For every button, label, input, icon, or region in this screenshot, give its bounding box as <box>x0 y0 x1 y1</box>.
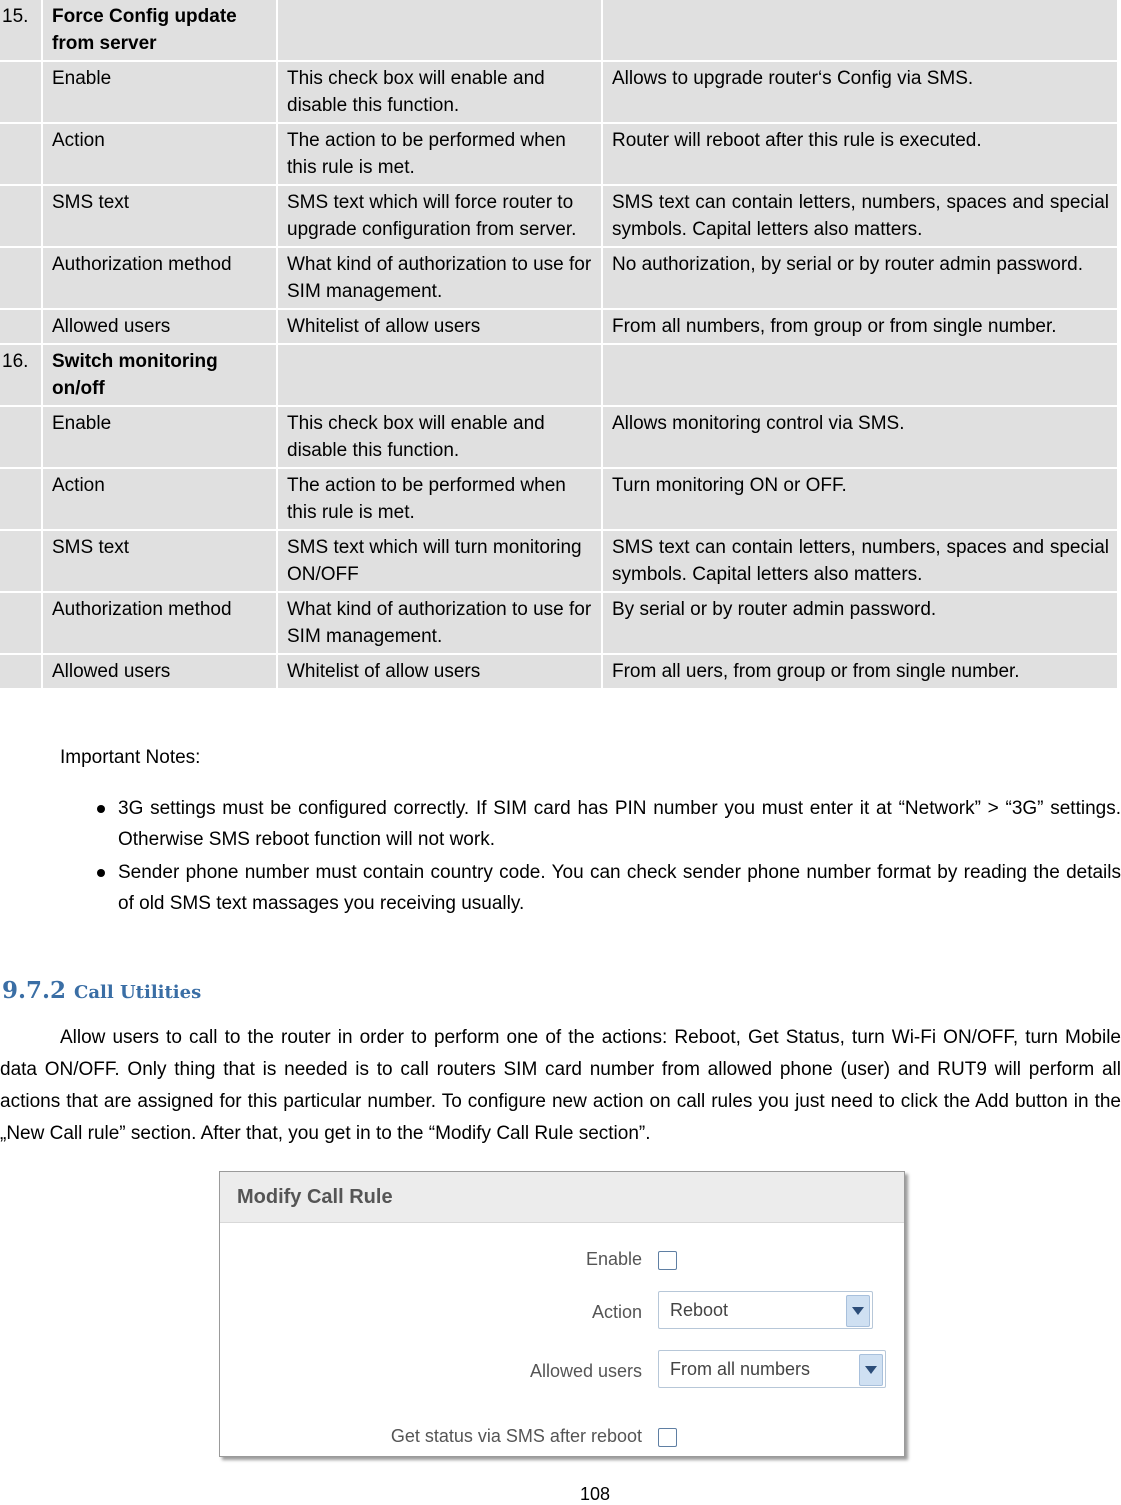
param-note: From all numbers, from group or from single number. <box>603 310 1117 343</box>
param-description: This check box will enable and disable this function. <box>278 407 601 467</box>
param-name: Enable <box>43 407 276 467</box>
enable-checkbox[interactable] <box>658 1251 677 1270</box>
param-description: SMS text which will turn monitoring ON/OFF <box>278 531 601 591</box>
action-label: Action <box>591 1302 642 1322</box>
num <box>0 310 41 343</box>
table-row <box>0 407 1117 467</box>
num <box>0 655 41 688</box>
num <box>0 62 41 122</box>
num <box>0 124 41 184</box>
num <box>0 469 41 529</box>
param-name: Action <box>43 124 276 184</box>
table-row <box>0 186 1117 246</box>
param-note: Turn monitoring ON or OFF. <box>603 469 1117 529</box>
allowed-users-row <box>220 1350 904 1390</box>
table-row <box>0 531 1117 591</box>
bullet-icon <box>97 869 105 877</box>
action-row <box>220 1291 904 1331</box>
param-note: By serial or by router admin password. <box>603 593 1117 653</box>
bullet-icon <box>97 805 105 813</box>
table-row <box>0 62 1117 122</box>
param-note: SMS text can contain letters, numbers, spaces and special symbols. Capital letters also matters. <box>603 186 1117 246</box>
table-section-row <box>0 0 1117 60</box>
param-description <box>278 0 601 60</box>
num <box>0 186 41 246</box>
param-description <box>278 345 601 405</box>
enable-row <box>220 1241 904 1281</box>
section-number: 9.7.2 <box>2 977 67 1004</box>
param-description: Whitelist of allow users <box>278 310 601 343</box>
param-name: Force Config update from server <box>43 0 276 60</box>
param-name: Enable <box>43 62 276 122</box>
get-status-row <box>220 1418 904 1458</box>
num: 15. <box>0 0 41 60</box>
section-title: Call Utilities <box>74 982 202 1003</box>
allowed-users-select[interactable]: From all numbers <box>658 1350 886 1388</box>
param-name: SMS text <box>43 531 276 591</box>
param-note: Router will reboot after this rule is executed. <box>603 124 1117 184</box>
param-name: Action <box>43 469 276 529</box>
param-note <box>603 0 1117 60</box>
param-name: Allowed users <box>43 655 276 688</box>
param-description: This check box will enable and disable this function. <box>278 62 601 122</box>
table-section-row <box>0 345 1117 405</box>
panel-title: Modify Call Rule <box>220 1172 904 1223</box>
chevron-down-icon[interactable] <box>846 1295 870 1327</box>
note-item: Sender phone number must contain country code. You can check sender phone number format by reading the details of old SMS text massages you receiving usually. <box>90 857 1121 919</box>
table-row <box>0 248 1117 308</box>
param-name: Allowed users <box>43 310 276 343</box>
param-name: Authorization method <box>43 248 276 308</box>
num <box>0 531 41 591</box>
table-row <box>0 124 1117 184</box>
modify-call-rule-panel <box>219 1171 905 1457</box>
note-item: 3G settings must be configured correctly. If SIM card has PIN number you must enter it at “Network” > “3G” settings. Otherwise SMS reboot function will not work. <box>90 793 1121 855</box>
param-note: Allows monitoring control via SMS. <box>603 407 1117 467</box>
section-heading <box>2 977 201 1004</box>
notes-title: Important Notes: <box>60 747 201 768</box>
param-note: SMS text can contain letters, numbers, spaces and special symbols. Capital letters also matters. <box>603 531 1117 591</box>
get-status-checkbox[interactable] <box>658 1428 677 1447</box>
param-note: From all uers, from group or from single number. <box>603 655 1117 688</box>
notes-list <box>90 793 1121 921</box>
param-description: What kind of authorization to use for SIM management. <box>278 248 601 308</box>
num <box>0 407 41 467</box>
get-status-label: Get status via SMS after reboot <box>390 1426 642 1446</box>
param-name: SMS text <box>43 186 276 246</box>
table-row <box>0 469 1117 529</box>
num <box>0 248 41 308</box>
section-paragraph: Allow users to call to the router in order to perform one of the actions: Reboot, Get Status, turn Wi-Fi ON/OFF, turn Mobile data ON/OFF. Only thing that is needed is to call routers SIM card number from allowed phone (user) and RUT9 will perform all actions that are assigned for this particular number. To configure new action on call rules you just need to click the Add button in the „New Call rule” section. After that, you get in to the “Modify Call Rule section”. <box>0 1027 1121 1144</box>
num: 16. <box>0 345 41 405</box>
action-select[interactable]: Reboot <box>658 1291 873 1329</box>
param-description: The action to be performed when this rule is met. <box>278 124 601 184</box>
param-description: The action to be performed when this rule is met. <box>278 469 601 529</box>
param-name: Authorization method <box>43 593 276 653</box>
table-row <box>0 310 1117 343</box>
param-note: Allows to upgrade router‘s Config via SMS. <box>603 62 1117 122</box>
num <box>0 593 41 653</box>
param-description: What kind of authorization to use for SIM management. <box>278 593 601 653</box>
table-row <box>0 655 1117 688</box>
page-number: 108 <box>579 1484 611 1504</box>
param-note: No authorization, by serial or by router admin password. <box>603 248 1117 308</box>
param-note <box>603 345 1117 405</box>
param-name: Switch monitoring on/off <box>43 345 276 405</box>
param-description: SMS text which will force router to upgrade configuration from server. <box>278 186 601 246</box>
allowed-users-label: Allowed users <box>529 1361 642 1381</box>
enable-label: Enable <box>585 1249 642 1269</box>
param-description: Whitelist of allow users <box>278 655 601 688</box>
chevron-down-icon[interactable] <box>859 1354 883 1386</box>
parameters-table <box>0 0 1119 690</box>
table-row <box>0 593 1117 653</box>
